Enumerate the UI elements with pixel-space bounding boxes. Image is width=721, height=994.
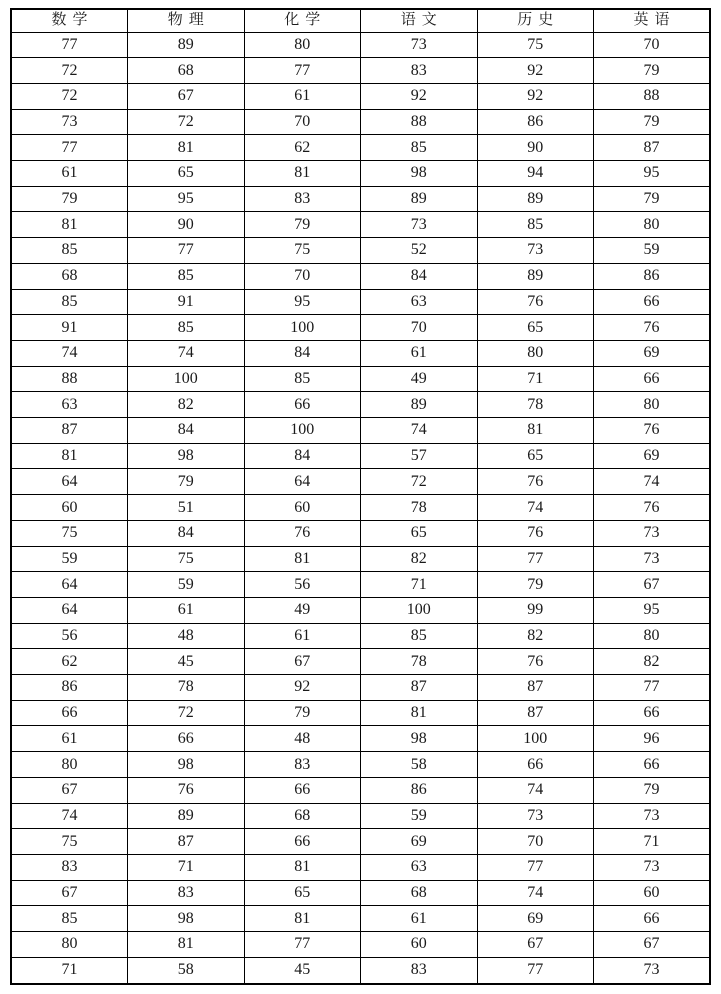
table-cell: 49	[244, 597, 361, 623]
table-cell: 76	[477, 520, 594, 546]
table-cell: 87	[594, 135, 711, 161]
table-cell: 77	[477, 957, 594, 984]
table-row	[11, 495, 710, 521]
table-row	[11, 58, 710, 84]
table-cell: 67	[244, 649, 361, 675]
table-cell: 72	[11, 58, 128, 84]
table-cell: 48	[128, 623, 245, 649]
table-cell: 71	[477, 366, 594, 392]
table-cell: 94	[477, 161, 594, 187]
table-row	[11, 597, 710, 623]
table-cell: 90	[477, 135, 594, 161]
table-cell: 98	[361, 726, 478, 752]
table-cell: 64	[11, 469, 128, 495]
table-cell: 69	[477, 906, 594, 932]
table-cell: 100	[244, 315, 361, 341]
table-cell: 80	[477, 340, 594, 366]
table-cell: 81	[244, 546, 361, 572]
table-cell: 76	[594, 495, 711, 521]
table-cell: 85	[361, 623, 478, 649]
table-cell: 79	[244, 212, 361, 238]
table-cell: 81	[244, 906, 361, 932]
table-cell: 66	[594, 700, 711, 726]
table-row	[11, 649, 710, 675]
table-row	[11, 520, 710, 546]
table-cell: 74	[361, 418, 478, 444]
table-row	[11, 546, 710, 572]
table-cell: 95	[128, 186, 245, 212]
table-cell: 66	[244, 777, 361, 803]
table-cell: 69	[361, 829, 478, 855]
table-cell: 87	[477, 675, 594, 701]
table-cell: 66	[244, 829, 361, 855]
table-cell: 85	[11, 289, 128, 315]
table-cell: 64	[11, 572, 128, 598]
table-cell: 79	[11, 186, 128, 212]
table-row	[11, 186, 710, 212]
table-cell: 83	[361, 58, 478, 84]
table-row	[11, 366, 710, 392]
table-row	[11, 109, 710, 135]
table-cell: 75	[244, 238, 361, 264]
table-cell: 86	[477, 109, 594, 135]
table-cell: 89	[128, 803, 245, 829]
table-cell: 66	[244, 392, 361, 418]
table-cell: 76	[594, 315, 711, 341]
table-cell: 70	[361, 315, 478, 341]
table-cell: 80	[594, 623, 711, 649]
table-row	[11, 803, 710, 829]
table-cell: 59	[361, 803, 478, 829]
table-cell: 85	[128, 263, 245, 289]
table-cell: 61	[244, 623, 361, 649]
table-cell: 79	[594, 777, 711, 803]
table-cell: 75	[11, 829, 128, 855]
table-cell: 66	[594, 906, 711, 932]
table-row	[11, 32, 710, 58]
table-cell: 85	[477, 212, 594, 238]
table-cell: 59	[11, 546, 128, 572]
table-cell: 65	[128, 161, 245, 187]
table-row	[11, 289, 710, 315]
table-cell: 77	[477, 546, 594, 572]
table-cell: 100	[128, 366, 245, 392]
table-row	[11, 418, 710, 444]
table-cell: 76	[128, 777, 245, 803]
table-cell: 81	[128, 932, 245, 958]
table-cell: 73	[361, 32, 478, 58]
table-cell: 73	[594, 957, 711, 984]
table-cell: 98	[128, 906, 245, 932]
table-cell: 85	[11, 906, 128, 932]
table-cell: 82	[128, 392, 245, 418]
table-cell: 87	[128, 829, 245, 855]
table-cell: 95	[594, 161, 711, 187]
table-cell: 74	[11, 803, 128, 829]
header-row	[11, 9, 710, 32]
table-cell: 74	[477, 777, 594, 803]
table-cell: 49	[361, 366, 478, 392]
table-cell: 61	[128, 597, 245, 623]
table-cell: 78	[361, 649, 478, 675]
table-cell: 86	[594, 263, 711, 289]
table-cell: 68	[244, 803, 361, 829]
table-cell: 51	[128, 495, 245, 521]
table-cell: 64	[11, 597, 128, 623]
table-cell: 66	[477, 752, 594, 778]
table-cell: 60	[244, 495, 361, 521]
table-cell: 84	[244, 340, 361, 366]
table-cell: 73	[594, 546, 711, 572]
scores-table	[10, 8, 711, 985]
table-cell: 69	[594, 340, 711, 366]
table-cell: 60	[361, 932, 478, 958]
table-cell: 89	[477, 263, 594, 289]
table-cell: 72	[361, 469, 478, 495]
table-cell: 79	[594, 109, 711, 135]
table-cell: 76	[594, 418, 711, 444]
table-cell: 87	[361, 675, 478, 701]
table-row	[11, 855, 710, 881]
table-row	[11, 752, 710, 778]
table-cell: 81	[128, 135, 245, 161]
table-cell: 74	[477, 495, 594, 521]
table-cell: 77	[11, 32, 128, 58]
table-cell: 62	[244, 135, 361, 161]
table-cell: 79	[594, 186, 711, 212]
table-cell: 92	[477, 58, 594, 84]
table-row	[11, 880, 710, 906]
table-cell: 67	[477, 932, 594, 958]
table-cell: 65	[477, 315, 594, 341]
table-cell: 67	[11, 880, 128, 906]
column-header-1: 数学	[11, 9, 128, 32]
table-cell: 83	[244, 752, 361, 778]
table-cell: 92	[361, 83, 478, 109]
table-cell: 76	[477, 469, 594, 495]
table-cell: 83	[244, 186, 361, 212]
table-cell: 65	[477, 443, 594, 469]
table-cell: 69	[594, 443, 711, 469]
table-header	[11, 9, 710, 32]
table-cell: 85	[361, 135, 478, 161]
table-cell: 74	[477, 880, 594, 906]
table-cell: 89	[361, 186, 478, 212]
table-cell: 57	[361, 443, 478, 469]
table-cell: 75	[477, 32, 594, 58]
table-cell: 66	[128, 726, 245, 752]
table-cell: 63	[361, 855, 478, 881]
table-row	[11, 623, 710, 649]
table-cell: 80	[244, 32, 361, 58]
table-cell: 85	[11, 238, 128, 264]
table-row	[11, 777, 710, 803]
table-cell: 73	[477, 238, 594, 264]
table-cell: 92	[477, 83, 594, 109]
table-cell: 77	[11, 135, 128, 161]
table-cell: 83	[361, 957, 478, 984]
table-cell: 81	[477, 418, 594, 444]
table-cell: 85	[244, 366, 361, 392]
table-cell: 61	[361, 340, 478, 366]
table-cell: 79	[594, 58, 711, 84]
table-cell: 89	[361, 392, 478, 418]
table-cell: 71	[594, 829, 711, 855]
table-cell: 74	[594, 469, 711, 495]
table-cell: 67	[594, 932, 711, 958]
table-cell: 74	[128, 340, 245, 366]
table-cell: 65	[361, 520, 478, 546]
table-cell: 78	[361, 495, 478, 521]
table-cell: 66	[594, 289, 711, 315]
table-cell: 75	[128, 546, 245, 572]
table-cell: 60	[594, 880, 711, 906]
table-row	[11, 135, 710, 161]
column-header-6: 英语	[594, 9, 711, 32]
table-cell: 63	[361, 289, 478, 315]
table-cell: 82	[361, 546, 478, 572]
table-cell: 77	[594, 675, 711, 701]
table-cell: 87	[11, 418, 128, 444]
table-cell: 72	[128, 109, 245, 135]
table-cell: 83	[128, 880, 245, 906]
table-cell: 100	[477, 726, 594, 752]
table-cell: 59	[128, 572, 245, 598]
table-row	[11, 957, 710, 984]
table-cell: 77	[128, 238, 245, 264]
table-cell: 76	[477, 289, 594, 315]
table-cell: 72	[11, 83, 128, 109]
table-cell: 68	[361, 880, 478, 906]
document-page	[10, 8, 711, 985]
table-cell: 48	[244, 726, 361, 752]
table-cell: 63	[11, 392, 128, 418]
table-row	[11, 340, 710, 366]
table-cell: 90	[128, 212, 245, 238]
table-cell: 62	[11, 649, 128, 675]
table-cell: 78	[477, 392, 594, 418]
table-cell: 70	[244, 109, 361, 135]
table-cell: 73	[594, 855, 711, 881]
table-cell: 61	[244, 83, 361, 109]
table-cell: 77	[244, 58, 361, 84]
table-cell: 99	[477, 597, 594, 623]
table-cell: 71	[128, 855, 245, 881]
table-cell: 65	[244, 880, 361, 906]
table-cell: 56	[244, 572, 361, 598]
table-cell: 79	[128, 469, 245, 495]
table-cell: 82	[594, 649, 711, 675]
table-cell: 88	[11, 366, 128, 392]
column-header-4: 语文	[361, 9, 478, 32]
table-cell: 76	[244, 520, 361, 546]
table-row	[11, 469, 710, 495]
table-cell: 81	[11, 212, 128, 238]
table-cell: 77	[244, 932, 361, 958]
table-cell: 91	[11, 315, 128, 341]
table-cell: 88	[594, 83, 711, 109]
table-cell: 75	[11, 520, 128, 546]
table-cell: 89	[477, 186, 594, 212]
table-cell: 81	[361, 700, 478, 726]
table-cell: 83	[11, 855, 128, 881]
table-cell: 98	[128, 752, 245, 778]
table-cell: 59	[594, 238, 711, 264]
table-cell: 76	[477, 649, 594, 675]
table-cell: 77	[477, 855, 594, 881]
table-row	[11, 675, 710, 701]
table-cell: 73	[594, 520, 711, 546]
column-header-3: 化学	[244, 9, 361, 32]
table-row	[11, 829, 710, 855]
table-cell: 86	[361, 777, 478, 803]
table-cell: 72	[128, 700, 245, 726]
table-cell: 73	[594, 803, 711, 829]
table-cell: 79	[244, 700, 361, 726]
table-cell: 66	[594, 752, 711, 778]
table-cell: 60	[11, 495, 128, 521]
table-row	[11, 238, 710, 264]
table-cell: 85	[128, 315, 245, 341]
table-cell: 88	[361, 109, 478, 135]
table-row	[11, 263, 710, 289]
table-cell: 45	[128, 649, 245, 675]
table-row	[11, 212, 710, 238]
table-cell: 98	[128, 443, 245, 469]
table-cell: 80	[594, 212, 711, 238]
table-row	[11, 700, 710, 726]
table-cell: 84	[128, 520, 245, 546]
table-row	[11, 726, 710, 752]
table-cell: 80	[11, 932, 128, 958]
table-cell: 70	[244, 263, 361, 289]
table-row	[11, 906, 710, 932]
table-cell: 64	[244, 469, 361, 495]
table-cell: 45	[244, 957, 361, 984]
table-cell: 67	[128, 83, 245, 109]
table-cell: 87	[477, 700, 594, 726]
table-row	[11, 932, 710, 958]
table-cell: 80	[594, 392, 711, 418]
table-row	[11, 83, 710, 109]
table-cell: 98	[361, 161, 478, 187]
table-body	[11, 32, 710, 984]
table-cell: 96	[594, 726, 711, 752]
table-cell: 71	[361, 572, 478, 598]
table-cell: 61	[11, 726, 128, 752]
column-header-5: 历史	[477, 9, 594, 32]
table-cell: 68	[128, 58, 245, 84]
table-cell: 52	[361, 238, 478, 264]
table-cell: 84	[128, 418, 245, 444]
table-cell: 68	[11, 263, 128, 289]
table-cell: 66	[11, 700, 128, 726]
table-cell: 100	[361, 597, 478, 623]
table-cell: 84	[361, 263, 478, 289]
table-cell: 67	[11, 777, 128, 803]
table-cell: 73	[11, 109, 128, 135]
table-cell: 58	[128, 957, 245, 984]
table-cell: 73	[477, 803, 594, 829]
table-cell: 100	[244, 418, 361, 444]
table-cell: 73	[361, 212, 478, 238]
table-row	[11, 443, 710, 469]
table-cell: 82	[477, 623, 594, 649]
table-cell: 81	[11, 443, 128, 469]
table-cell: 70	[477, 829, 594, 855]
table-cell: 95	[594, 597, 711, 623]
table-cell: 70	[594, 32, 711, 58]
table-cell: 74	[11, 340, 128, 366]
table-cell: 58	[361, 752, 478, 778]
table-cell: 67	[594, 572, 711, 598]
table-cell: 84	[244, 443, 361, 469]
table-cell: 78	[128, 675, 245, 701]
table-cell: 81	[244, 161, 361, 187]
table-cell: 66	[594, 366, 711, 392]
table-cell: 95	[244, 289, 361, 315]
table-cell: 81	[244, 855, 361, 881]
table-cell: 56	[11, 623, 128, 649]
table-row	[11, 315, 710, 341]
table-row	[11, 161, 710, 187]
column-header-2: 物理	[128, 9, 245, 32]
table-cell: 89	[128, 32, 245, 58]
table-cell: 92	[244, 675, 361, 701]
table-cell: 79	[477, 572, 594, 598]
table-cell: 91	[128, 289, 245, 315]
table-cell: 71	[11, 957, 128, 984]
table-row	[11, 572, 710, 598]
table-row	[11, 392, 710, 418]
table-cell: 80	[11, 752, 128, 778]
table-cell: 86	[11, 675, 128, 701]
table-cell: 61	[361, 906, 478, 932]
table-cell: 61	[11, 161, 128, 187]
